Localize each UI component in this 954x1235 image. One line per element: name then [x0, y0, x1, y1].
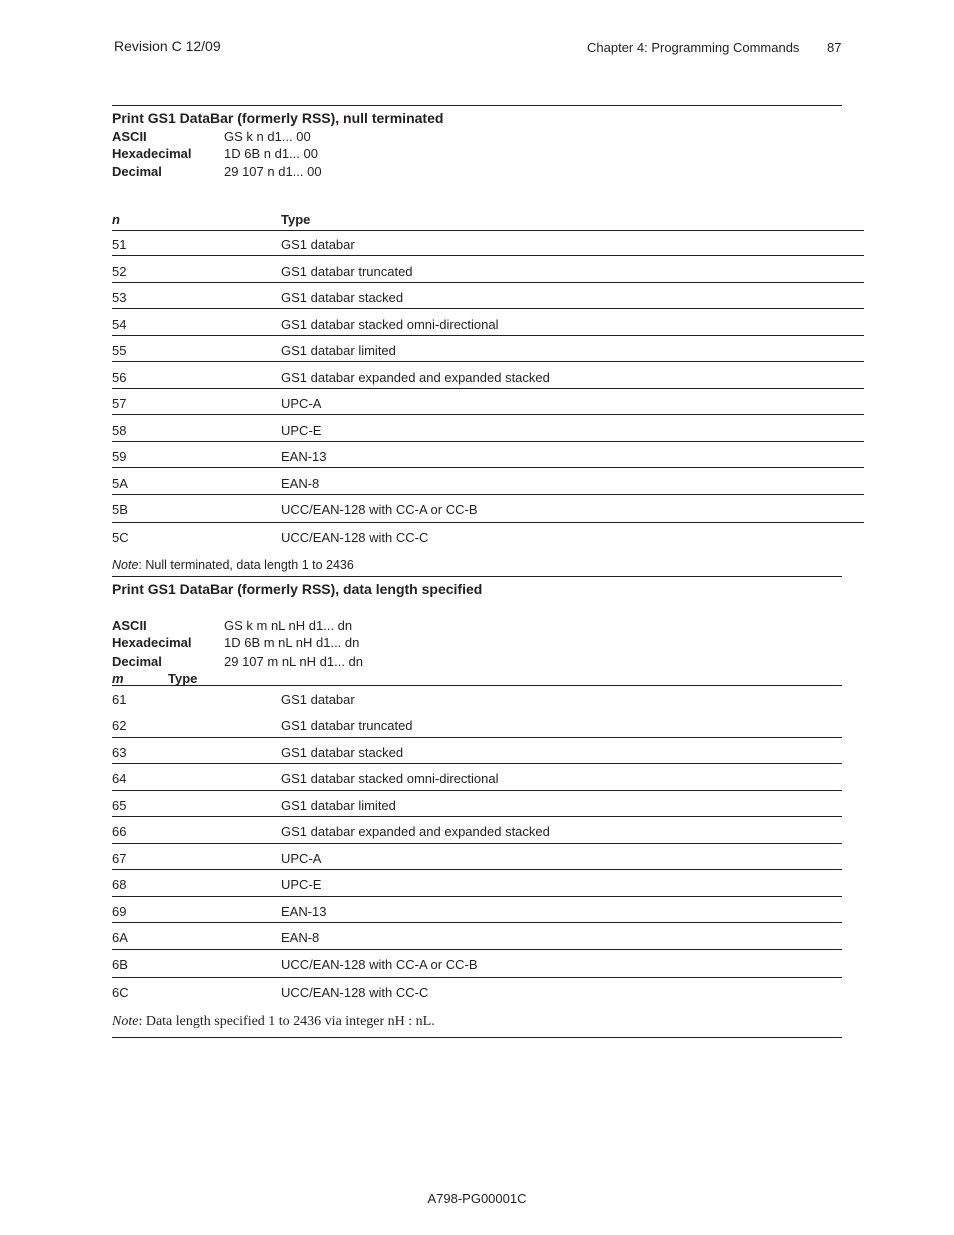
table-row-code: 66 [112, 824, 127, 839]
table-row-type: EAN-13 [281, 449, 327, 464]
table-row-code: 5B [112, 502, 128, 517]
table-row-divider [112, 361, 864, 362]
table-row-type: UPC-A [281, 851, 322, 866]
table-row-type: EAN-13 [281, 904, 327, 919]
section2-hex-label: Hexadecimal [112, 635, 192, 650]
table-row-code: 68 [112, 877, 127, 892]
table-row-type: EAN-8 [281, 930, 320, 945]
section2-header-rule [112, 685, 842, 686]
table-row-type: GS1 databar stacked [281, 290, 404, 305]
table-row-divider [112, 494, 864, 495]
table-row-divider [112, 388, 864, 389]
page-number: 87 [827, 40, 842, 55]
section2-ascii-label: ASCII [112, 618, 147, 633]
section1-note-label: Note [112, 558, 139, 572]
section1-hex-label: Hexadecimal [112, 146, 192, 161]
table-row-divider [112, 816, 842, 817]
table-row-divider [112, 843, 842, 844]
table-row-divider [112, 869, 842, 870]
section2-ascii-value: GS k m nL nH d1... dn [224, 618, 353, 633]
table-row-code: 53 [112, 290, 127, 305]
table-row-type: UCC/EAN-128 with CC-A or CC-B [281, 502, 478, 517]
table-row-type: GS1 databar stacked omni-directional [281, 771, 499, 786]
section1-note [112, 558, 354, 572]
section1-ascii-value: GS k n d1... 00 [224, 129, 311, 144]
table-row-type: GS1 databar limited [281, 343, 396, 358]
table-row-code: 55 [112, 343, 127, 358]
table-row-code: 64 [112, 771, 127, 786]
section2-note-text: : Data length specified 1 to 2436 via integer nH : nL. [138, 1014, 435, 1029]
section1-decimal-label: Decimal [112, 164, 162, 179]
table-row-type: UPC-A [281, 396, 322, 411]
table-row-code: 65 [112, 798, 127, 813]
table-row-type: GS1 databar [281, 692, 355, 707]
section2-bottom-rule [112, 1037, 842, 1038]
table-row-type: EAN-8 [281, 476, 320, 491]
table-row-type: GS1 databar stacked [281, 745, 404, 760]
table-row-code: 67 [112, 851, 127, 866]
table-row-divider [112, 255, 864, 256]
table-row-divider [112, 737, 842, 738]
table-row-type: GS1 databar expanded and expanded stacked [281, 824, 550, 839]
section1-title: Print GS1 DataBar (formerly RSS), null terminated [112, 110, 444, 126]
section1-decimal-value: 29 107 n d1... 00 [224, 164, 322, 179]
table-row-type: UCC/EAN-128 with CC-C [281, 985, 429, 1000]
section1-top-rule [112, 105, 842, 106]
table-row-divider [112, 949, 842, 950]
table-row-divider [112, 441, 864, 442]
section1-hex-value: 1D 6B n d1... 00 [224, 146, 318, 161]
section2-col-m-header: m [112, 671, 124, 686]
table-row-code: 6B [112, 957, 128, 972]
section1-ascii-label: ASCII [112, 129, 147, 144]
table-row-divider [112, 977, 842, 978]
table-row-code: 57 [112, 396, 127, 411]
table-row-divider [112, 414, 864, 415]
table-row-divider [112, 467, 864, 468]
section2-decimal-label: Decimal [112, 654, 162, 669]
table-row-type: UPC-E [281, 423, 322, 438]
chapter-title: Chapter 4: Programming Commands [587, 40, 800, 55]
table-row-type: GS1 databar stacked omni-directional [281, 317, 499, 332]
document-id: A798-PG00001C [427, 1191, 527, 1206]
table-row-divider [112, 335, 864, 336]
table-row-code: 56 [112, 370, 127, 385]
revision-label: Revision C 12/09 [114, 38, 221, 54]
table-row-code: 51 [112, 237, 127, 252]
table-row-code: 6C [112, 985, 129, 1000]
table-row-code: 59 [112, 449, 127, 464]
table-row-type: UCC/EAN-128 with CC-A or CC-B [281, 957, 478, 972]
table-row-code: 63 [112, 745, 127, 760]
table-row-code: 58 [112, 423, 127, 438]
table-row-code: 62 [112, 718, 127, 733]
section1-col-type-header: Type [281, 212, 311, 227]
table-row-code: 5C [112, 530, 129, 545]
table-row-type: GS1 databar [281, 237, 355, 252]
section2-note-label: Note [112, 1014, 139, 1029]
table-row-type: GS1 databar limited [281, 798, 396, 813]
table-row-code: 5A [112, 476, 128, 491]
table-row-divider [112, 282, 864, 283]
section2-decimal-value: 29 107 m nL nH d1... dn [224, 654, 364, 669]
table-row-divider [112, 763, 842, 764]
table-row-divider [112, 308, 864, 309]
table-row-divider [112, 790, 842, 791]
table-row-code: 6A [112, 930, 128, 945]
section2-hex-value: 1D 6B m nL nH d1... dn [224, 635, 360, 650]
table-row-code: 54 [112, 317, 127, 332]
section2-title: Print GS1 DataBar (formerly RSS), data length specified [112, 581, 483, 597]
table-row-code: 61 [112, 692, 127, 707]
section1-header-rule [112, 230, 864, 231]
table-row-divider [112, 896, 842, 897]
section1-note-text: : Null terminated, data length 1 to 2436 [138, 558, 354, 572]
table-row-type: GS1 databar truncated [281, 264, 413, 279]
section2-col-type-header: Type [168, 671, 198, 686]
table-row-type: GS1 databar truncated [281, 718, 413, 733]
table-row-divider [112, 922, 842, 923]
section2-top-rule [112, 576, 842, 577]
section1-col-n-header: n [112, 212, 120, 227]
table-row-code: 52 [112, 264, 127, 279]
table-row-divider [112, 522, 864, 523]
table-row-type: UPC-E [281, 877, 322, 892]
section2-note [112, 1014, 435, 1030]
table-row-type: GS1 databar expanded and expanded stacked [281, 370, 550, 385]
table-row-type: UCC/EAN-128 with CC-C [281, 530, 429, 545]
table-row-code: 69 [112, 904, 127, 919]
